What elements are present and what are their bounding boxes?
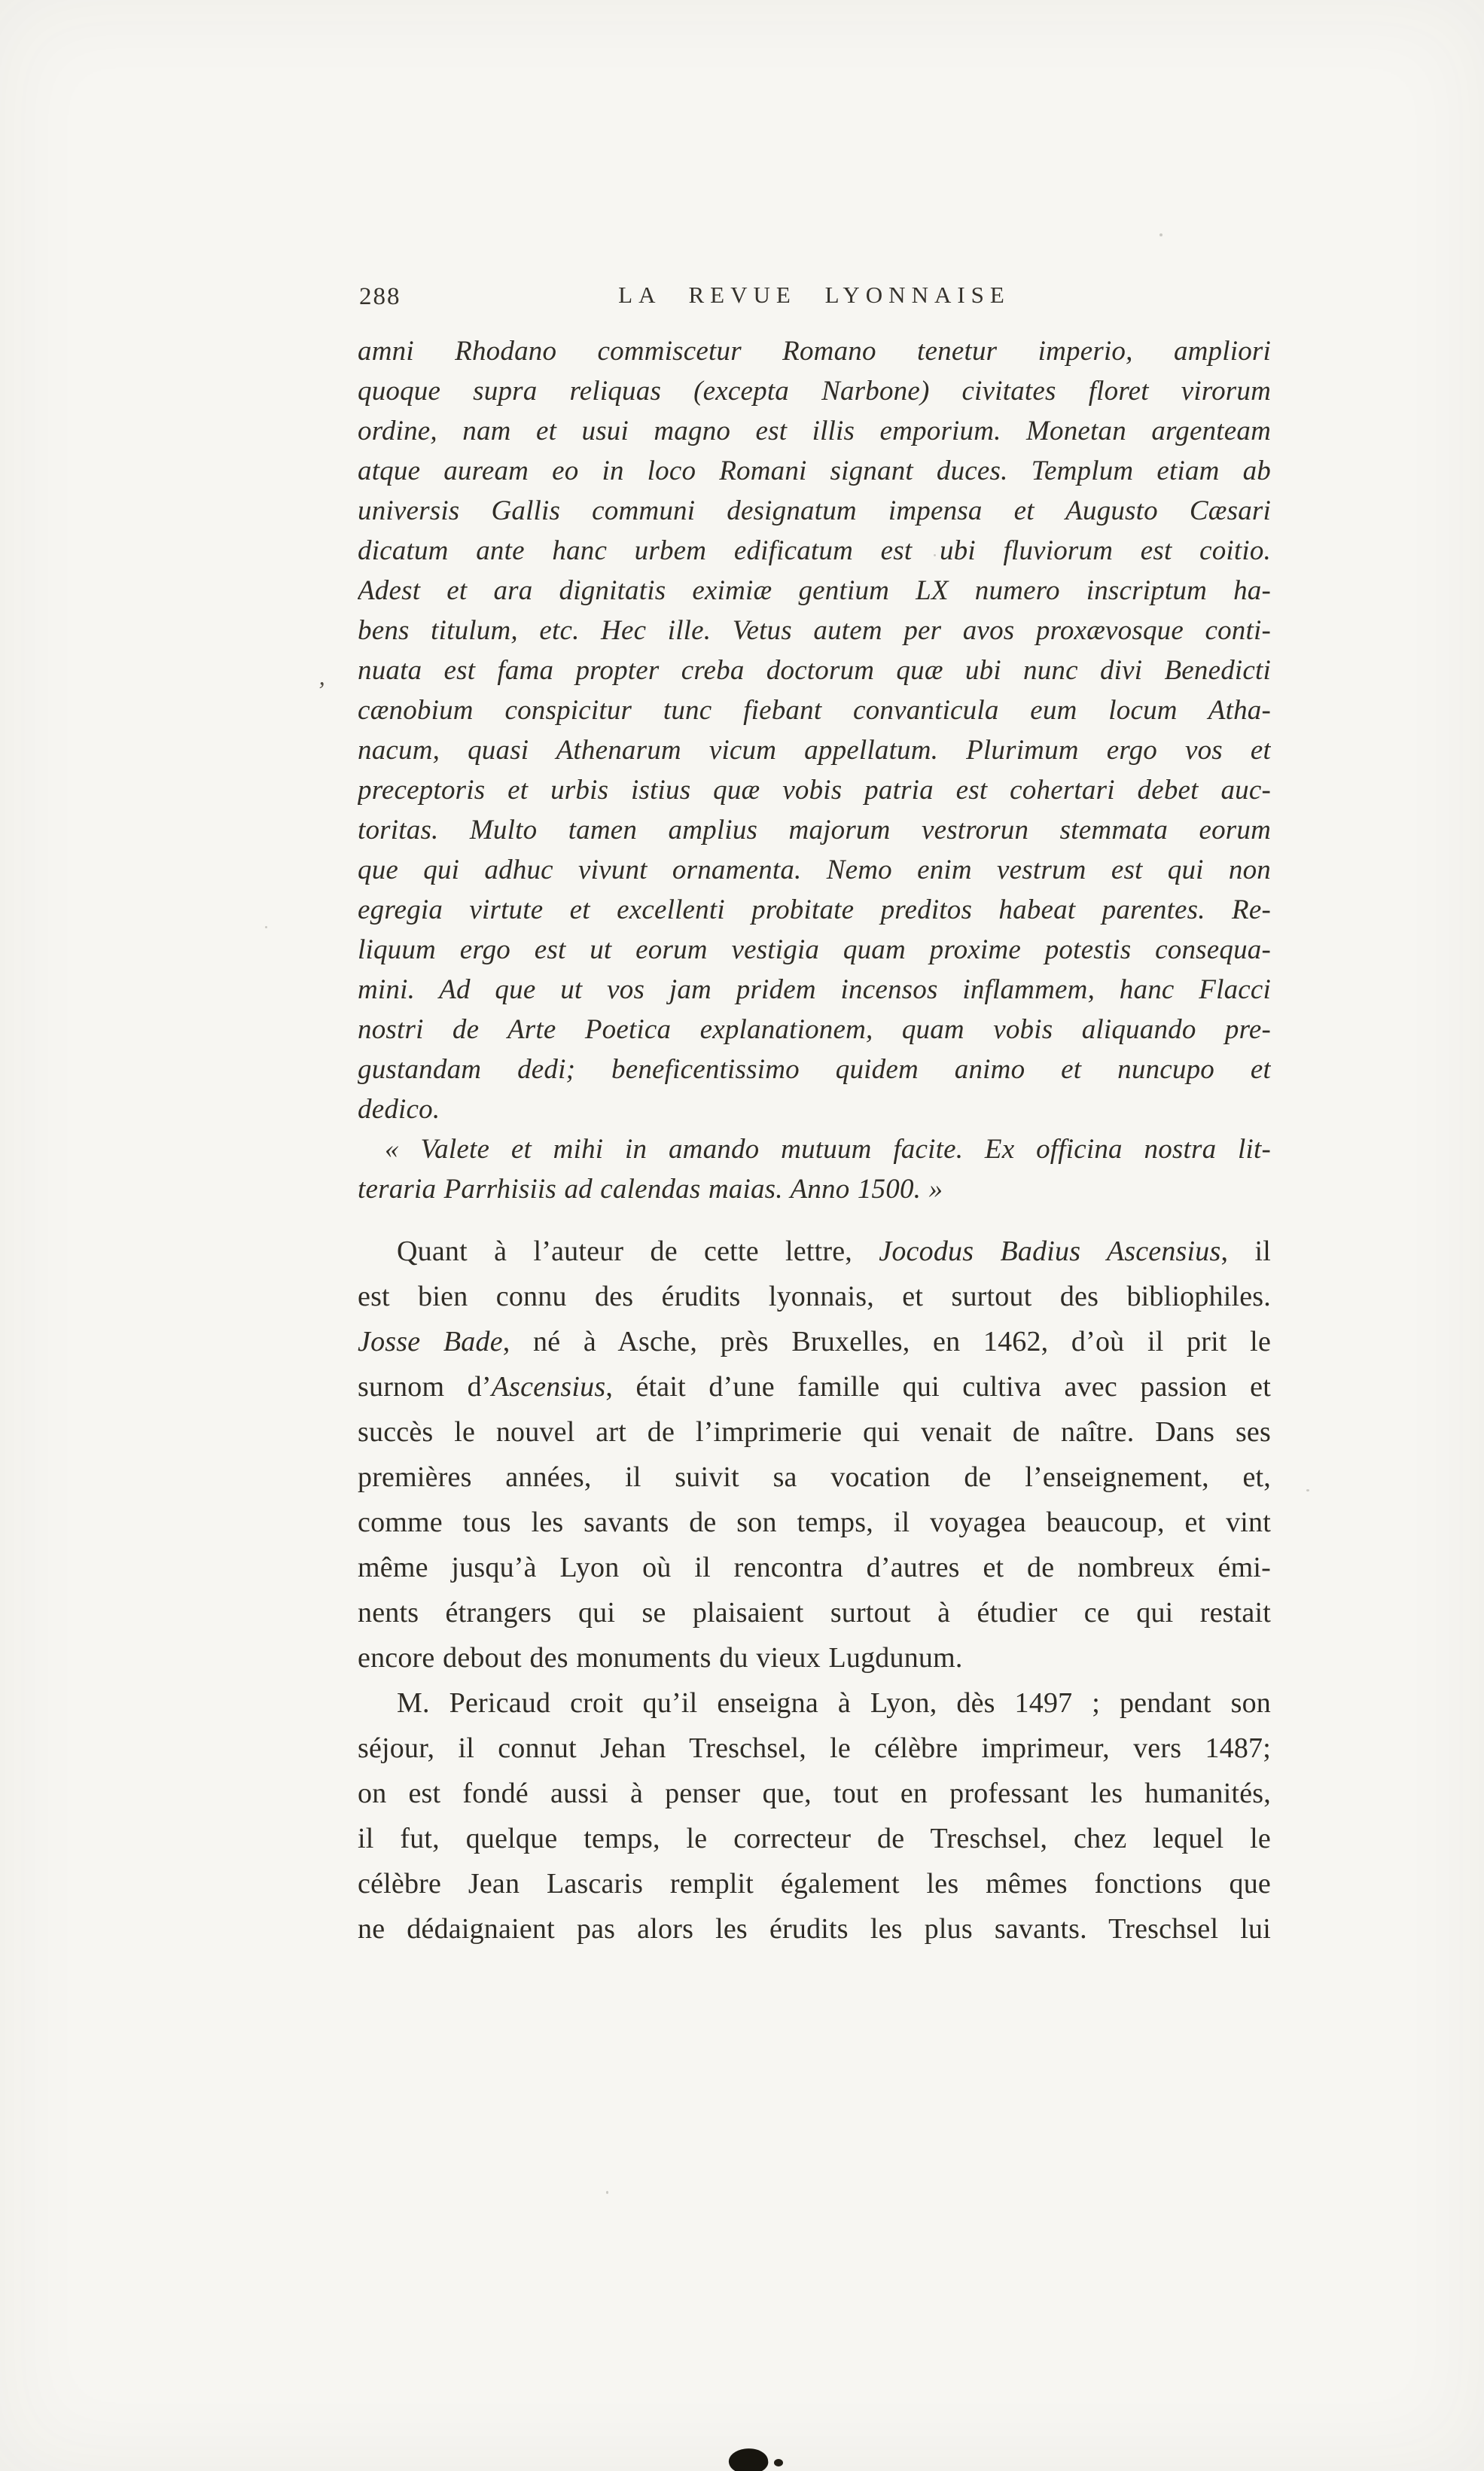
paragraph: [358, 1680, 1271, 1952]
text-segment: teraria Parrhisiis ad calendas maias. Anno 1500. »: [358, 1174, 943, 1205]
italic-text-segment: Josse Bade: [358, 1326, 503, 1357]
text-segment: « Valete et mihi in amando mutuum facite. Ex officina nostra lit-: [385, 1134, 1271, 1165]
text-line: [358, 1169, 1271, 1209]
text-segment: même jusqu’à Lyon où il rencontra d’autres et de nombreux émi-: [358, 1552, 1271, 1583]
text-line: [358, 411, 1271, 451]
text-line: [358, 1680, 1271, 1726]
paper-speck: [606, 2191, 608, 2194]
text-segment: M. Pericaud croit qu’il enseigna à Lyon, dès 1497 ; pendant son: [397, 1687, 1271, 1719]
text-segment: succès le nouvel art de l’imprimerie qui venait de naître. Dans ses: [358, 1416, 1271, 1448]
text-line: [358, 1726, 1271, 1771]
text-line: [358, 1500, 1271, 1545]
text-line: [358, 611, 1271, 651]
text-line: [358, 730, 1271, 770]
text-line: [358, 1409, 1271, 1455]
text-line: [358, 531, 1271, 571]
text-segment: toritas. Multo tamen amplius majorum vestrorun stemmata eorum: [358, 815, 1271, 846]
text-segment: dicatum ante hanc urbem edificatum est ubi fluviorum est coitio.: [358, 535, 1271, 566]
text-line: [358, 1590, 1271, 1635]
text-segment: nostri de Arte Poetica explanationem, quam vobis aliquando pre-: [358, 1014, 1271, 1045]
paragraph: [358, 1229, 1271, 1680]
text-segment: nuata est fama propter creba doctorum quæ ubi nunc divi Benedicti: [358, 655, 1271, 686]
text-segment: cænobium conspicitur tunc fiebant convanticula eum locum Atha-: [358, 695, 1271, 726]
text-block: [358, 331, 1271, 1952]
text-segment: quoque supra reliquas (excepta Narbone) civitates floret virorum: [358, 376, 1271, 407]
text-segment: ne dédaignaient pas alors les érudits les plus savants. Treschsel lui: [358, 1913, 1271, 1945]
text-line: [358, 1274, 1271, 1319]
ink-smudge: [727, 2446, 769, 2471]
text-line: [358, 970, 1271, 1010]
text-line: [358, 651, 1271, 690]
text-line: [358, 331, 1271, 371]
text-segment: , né à Asche, près Bruxelles, en 1462, d’où il prit le: [502, 1326, 1271, 1357]
page-number: 288: [359, 283, 401, 310]
text-line: [358, 1089, 1271, 1129]
latin-letter: [358, 331, 1271, 1209]
text-line: [358, 1455, 1271, 1500]
text-line: [358, 1129, 1271, 1169]
text-segment: mini. Ad que ut vos jam pridem incensos inflammem, hanc Flacci: [358, 974, 1271, 1005]
paragraph: [358, 331, 1271, 1129]
text-segment: atque auream eo in loco Romani signant duces. Templum etiam ab: [358, 456, 1271, 486]
paper-speck: [934, 554, 936, 556]
paper-speck: [1159, 233, 1163, 236]
text-segment: encore debout des monuments du vieux Lugdunum.: [358, 1642, 963, 1674]
text-segment: amni Rhodano commiscetur Romano tenetur imperio, ampliori: [358, 336, 1271, 367]
text-line: [358, 1906, 1271, 1952]
text-segment: est bien connu des érudits lyonnais, et surtout des bibliophiles.: [358, 1281, 1271, 1312]
text-line: [358, 571, 1271, 611]
text-line: [358, 1545, 1271, 1590]
text-segment: célèbre Jean Lascaris remplit également les mêmes fonctions que: [358, 1868, 1271, 1900]
text-line: [358, 1816, 1271, 1861]
text-segment: premières années, il suivit sa vocation de l’enseignement, et,: [358, 1461, 1271, 1493]
text-segment: comme tous les savants de son temps, il voyagea beaucoup, et vint: [358, 1507, 1271, 1538]
text-line: [358, 1050, 1271, 1089]
text-line: [358, 1010, 1271, 1050]
text-line: [358, 930, 1271, 970]
text-line: [358, 850, 1271, 890]
italic-text-segment: Ascensius: [491, 1371, 606, 1403]
stray-ink-mark: ’: [316, 676, 325, 703]
page-header: [358, 282, 1271, 316]
text-segment: nents étrangers qui se plaisaient surtout à étudier ce qui restait: [358, 1597, 1271, 1629]
text-segment: Adest et ara dignitatis eximiæ gentium LX numero inscriptum ha-: [358, 575, 1271, 606]
text-line: [358, 491, 1271, 531]
text-segment: nacum, quasi Athenarum vicum appellatum. Plurimum ergo vos et: [358, 735, 1271, 766]
text-line: [358, 371, 1271, 411]
text-segment: universis Gallis communi designatum impensa et Augusto Cæsari: [358, 495, 1271, 526]
running-title: LA REVUE LYONNAISE: [618, 282, 1010, 308]
text-segment: liquum ergo est ut eorum vestigia quam proxime potestis consequa-: [358, 934, 1271, 965]
text-line: [358, 810, 1271, 850]
paper-speck: [265, 926, 267, 928]
paper-speck: [1306, 1489, 1309, 1491]
text-line: [358, 451, 1271, 491]
text-segment: séjour, il connut Jehan Treschsel, le célèbre imprimeur, vers 1487;: [358, 1732, 1271, 1764]
text-segment: egregia virtute et excellenti probitate preditos habeat parentes. Re-: [358, 894, 1271, 925]
french-body: [358, 1229, 1271, 1952]
text-segment: , il: [1220, 1236, 1271, 1267]
text-segment: on est fondé aussi à penser que, tout en professant les humanités,: [358, 1778, 1271, 1809]
text-line: [358, 770, 1271, 810]
text-line: [358, 1229, 1271, 1274]
text-segment: il fut, quelque temps, le correcteur de Treschsel, chez lequel le: [358, 1823, 1271, 1854]
text-segment: bens titulum, etc. Hec ille. Vetus autem per avos proxævosque conti-: [358, 615, 1271, 646]
ink-smudge-dot: [774, 2459, 783, 2466]
paragraph: [358, 1129, 1271, 1209]
text-segment: que qui adhuc vivunt ornamenta. Nemo enim vestrum est qui non: [358, 855, 1271, 885]
text-line: [358, 1364, 1271, 1409]
text-line: [358, 690, 1271, 730]
text-segment: preceptoris et urbis istius quæ vobis patria est cohertari debet auc-: [358, 775, 1271, 806]
text-segment: dedico.: [358, 1094, 440, 1125]
text-line: [358, 1861, 1271, 1906]
text-line: [358, 1319, 1271, 1364]
text-segment: ordine, nam et usui magno est illis emporium. Monetan argenteam: [358, 416, 1271, 446]
text-segment: Quant à l’auteur de cette lettre,: [397, 1236, 879, 1267]
text-segment: gustandam dedi; beneficentissimo quidem animo et nuncupo et: [358, 1054, 1271, 1085]
text-line: [358, 1771, 1271, 1816]
text-segment: , était d’une famille qui cultiva avec passion et: [605, 1371, 1271, 1403]
text-segment: surnom d’: [358, 1371, 492, 1403]
text-line: [358, 1635, 1271, 1680]
italic-text-segment: Jocodus Badius Ascensius: [879, 1236, 1221, 1267]
text-line: [358, 890, 1271, 930]
